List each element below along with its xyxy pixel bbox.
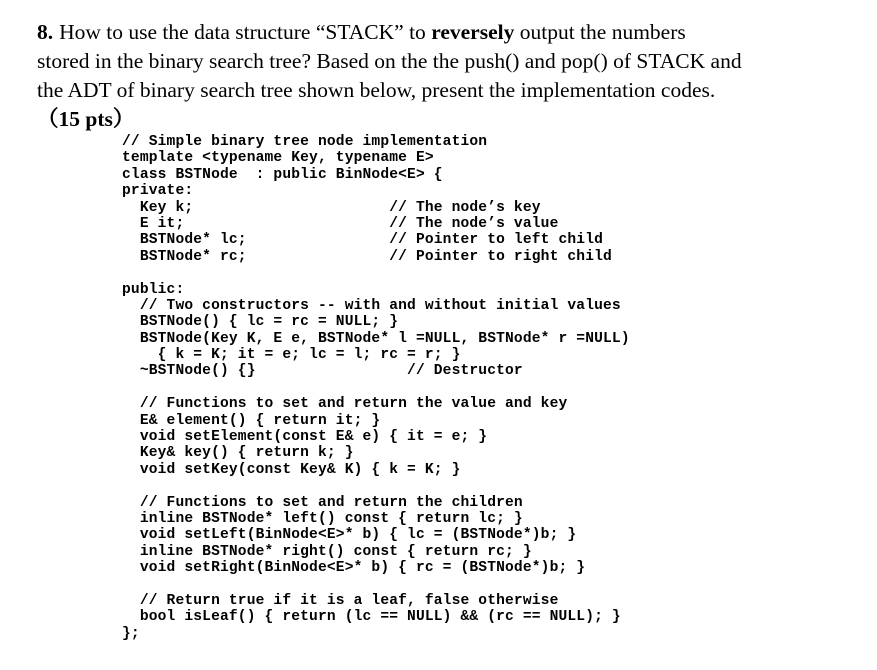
question-line-2: stored in the binary search tree? Based on the the push() and pop() of STACK and	[37, 49, 742, 73]
question-line-1	[37, 18, 867, 47]
code-line: ~BSTNode() {} // Destructor	[122, 363, 523, 380]
code-line: void setRight(BinNode<E>* b) { rc = (BSTNode*)b; }	[122, 560, 586, 577]
code-line: Key k; // The node’s key	[122, 199, 541, 216]
question-emphasis: reversely	[431, 20, 515, 44]
code-line: void setLeft(BinNode<E>* b) { lc = (BSTNode*)b; }	[122, 527, 577, 544]
code-line: class BSTNode : public BinNode<E> {	[122, 166, 443, 183]
code-line: public:	[122, 281, 185, 298]
code-line	[122, 380, 630, 396]
code-line: // Functions to set and return the value and key	[122, 396, 568, 413]
code-line: { k = K; it = e; lc = l; rc = r; }	[122, 347, 461, 364]
code-line: bool isLeaf() { return (lc == NULL) && (rc == NULL); }	[122, 609, 621, 626]
question-number: 8.	[37, 20, 54, 44]
code-line: // Return true if it is a leaf, false otherwise	[122, 592, 559, 609]
code-line: BSTNode* lc; // Pointer to left child	[122, 232, 604, 249]
code-line: };	[122, 625, 140, 642]
question-line-4	[37, 105, 867, 134]
code-block	[122, 134, 630, 642]
code-line: template <typename Key, typename E>	[122, 150, 434, 167]
question-text	[37, 18, 867, 134]
code-line: inline BSTNode* right() const { return rc; }	[122, 543, 532, 560]
question-text-part: output the numbers	[514, 20, 686, 44]
code-line: inline BSTNode* left() const { return lc; }	[122, 510, 523, 527]
code-line	[122, 577, 630, 593]
code-line: void setKey(const Key& K) { k = K; }	[122, 461, 461, 478]
code-line: BSTNode* rc; // Pointer to right child	[122, 248, 612, 265]
question-points: （15 pts）	[37, 107, 135, 131]
code-line: E& element() { return it; }	[122, 412, 381, 429]
code-line: // Simple binary tree node implementation	[122, 134, 488, 150]
code-line: void setElement(const E& e) { it = e; }	[122, 429, 488, 446]
code-line: BSTNode(Key K, E e, BSTNode* l =NULL, BSTNode* r =NULL)	[122, 330, 630, 347]
code-line: Key& key() { return k; }	[122, 445, 354, 462]
code-line: // Functions to set and return the children	[122, 494, 523, 511]
code-line: private:	[122, 183, 194, 200]
question-text-part: How to use the data structure “STACK” to	[59, 20, 432, 44]
code-line: E it; // The node’s value	[122, 215, 559, 232]
question-line-3: the ADT of binary search tree shown below, present the implementation codes.	[37, 78, 716, 102]
code-line: // Two constructors -- with and without initial values	[122, 297, 621, 314]
code-line	[122, 265, 630, 281]
code-line	[122, 478, 630, 494]
code-line: BSTNode() { lc = rc = NULL; }	[122, 314, 399, 331]
